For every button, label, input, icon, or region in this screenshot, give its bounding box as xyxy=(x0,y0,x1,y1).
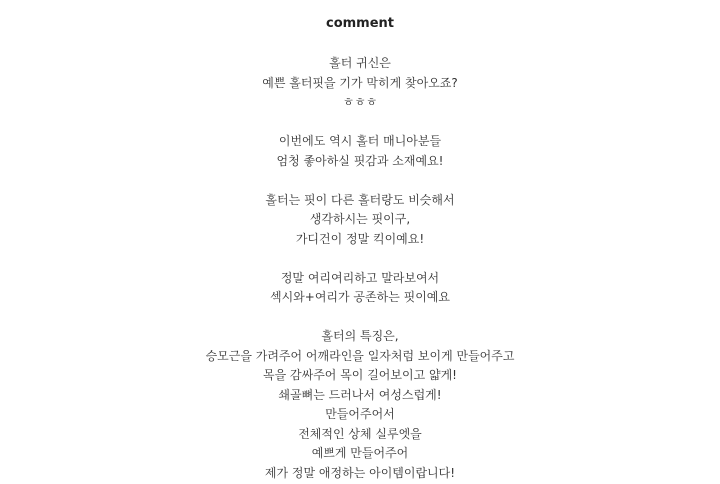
comment-line: 만들어주어서 xyxy=(325,407,395,421)
comment-line: 전체적인 상체 실루엣을 xyxy=(298,426,422,441)
comment-line: 엄청 좋아하실 핏감과 소재예요! xyxy=(276,153,444,168)
comment-line: 가디건이 정말 킥이예요! xyxy=(295,231,425,246)
comment-line: 이번에도 역시 홀터 매니아분들 xyxy=(278,134,442,148)
comment-line: 목을 감싸주어 목이 길어보이고 얇게! xyxy=(263,368,457,382)
comment-line: ㅎㅎㅎ xyxy=(342,95,378,109)
comment-heading: comment xyxy=(325,16,394,31)
comment-line: 섹시와+여리가 공존하는 핏이예요 xyxy=(270,290,450,304)
comment-line: 쇄골뼈는 드러나서 여성스럽게! xyxy=(278,387,442,402)
comment-line: 홀터는 핏이 다른 홀터랑도 비슷해서 xyxy=(265,192,455,207)
comment-line: 정말 여리여리하고 말라보여서 xyxy=(280,270,440,285)
comment-line: 예쁜 홀터핏을 기가 막히게 찾아오죠? xyxy=(262,75,458,90)
comment-line: 제가 정말 애정하는 아이템이랍니다! xyxy=(264,465,456,480)
comment-line: 예쁘게 만들어주어 xyxy=(311,446,409,460)
paragraph-spacer xyxy=(0,249,720,269)
paragraph-spacer xyxy=(0,171,720,191)
comment-line: 생각하시는 핏이구, xyxy=(309,212,411,226)
comment-line: 승모근을 가려주어 어깨라인을 일자처럼 보이게 만들어주고 xyxy=(205,348,515,363)
paragraph-spacer xyxy=(0,113,720,133)
comment-body xyxy=(0,54,720,483)
comment-line: 홀터 귀신은 xyxy=(329,56,391,70)
paragraph-spacer xyxy=(0,308,720,328)
comment-line: 홀터의 특징은, xyxy=(321,329,399,343)
